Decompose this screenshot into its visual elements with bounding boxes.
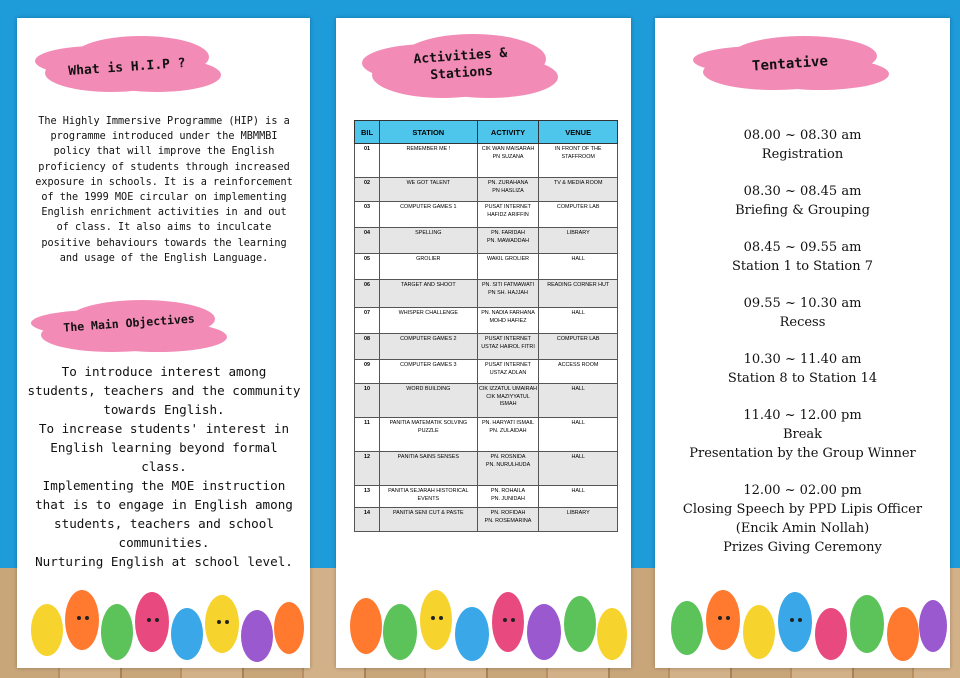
table-row	[355, 334, 618, 360]
cell-station: PANITIA MATEMATIK SOLVING PUZZLE	[380, 418, 478, 452]
objective-item: To increase students' interest in English learning beyond formal class.	[38, 421, 290, 474]
heading-line-2: Stations	[429, 63, 494, 84]
cell-activity: PN. FARIDAH PN. MAWADDAH	[477, 228, 539, 254]
cell-activity: CIK WAN MAISARAH PN SUZANA	[477, 144, 539, 178]
cell-activity: CIK IZZATUL UMAIRAH CIK MAZIYYATUL ISMAH	[477, 384, 539, 418]
cell-venue: HALL	[539, 418, 618, 452]
cell-activity: PN. ROHAILA PN. JUNIDAH	[477, 486, 539, 508]
table-row	[355, 178, 618, 202]
schedule-block	[665, 481, 940, 557]
cell-bil: 02	[355, 178, 380, 202]
cell-bil: 14	[355, 508, 380, 532]
schedule-description: Recess	[779, 315, 826, 330]
intro-text: The Highly Immersive Programme (HIP) is a programme introduced under the MBMMBI policy that will improve the English proficiency of students through increased exposure in schools. It is a reinforcement of the 1999 MOE circular on implementing English enrichment activities in and out of class. It also aims to inculcate positive behaviours towards the learning and usage of the English Language.	[35, 116, 293, 264]
cell-station: COMPUTER GAMES 1	[380, 202, 478, 228]
heading-line-1: Activities &	[413, 45, 508, 68]
cell-bil: 05	[355, 254, 380, 280]
column-header-station: STATION	[380, 121, 478, 144]
column-header-bil: BIL	[355, 121, 380, 144]
cell-bil: 01	[355, 144, 380, 178]
cell-venue: HALL	[539, 384, 618, 418]
schedule-time: 11.40 ~ 12.00 pm	[743, 408, 862, 423]
colorful-hands-illustration	[655, 560, 950, 668]
cell-station: TARGET AND SHOOT	[380, 280, 478, 308]
heading-what-is-hip: What is H.I.P ?	[67, 55, 187, 80]
cell-station: COMPUTER GAMES 2	[380, 334, 478, 360]
cell-station: WHISPER CHALLENGE	[380, 308, 478, 334]
table-row	[355, 384, 618, 418]
schedule-description: Presentation by the Group Winner	[689, 446, 916, 461]
cell-activity: PN. ROSNIDA PN. NURULHUDA	[477, 452, 539, 486]
column-header-venue: VENUE	[539, 121, 618, 144]
cell-venue: COMPUTER LAB	[539, 334, 618, 360]
cell-venue: HALL	[539, 254, 618, 280]
schedule-description: Break	[782, 427, 823, 442]
panel-tentative	[655, 18, 950, 668]
schedule-list	[665, 126, 940, 575]
cell-venue: TV & MEDIA ROOM	[539, 178, 618, 202]
cell-station: WE GOT TALENT	[380, 178, 478, 202]
objective-item: Nurturing English at school level.	[35, 554, 293, 569]
cell-bil: 13	[355, 486, 380, 508]
cell-activity: WAKIL GROLIER	[477, 254, 539, 280]
schedule-description: Prizes Giving Ceremony	[723, 540, 882, 555]
panel-activities-stations	[336, 18, 631, 668]
schedule-time: 12.00 ~ 02.00 pm	[743, 483, 862, 498]
table-row	[355, 452, 618, 486]
cell-bil: 03	[355, 202, 380, 228]
table-row	[355, 360, 618, 384]
cell-station: REMEMBER ME !	[380, 144, 478, 178]
schedule-description: Station 8 to Station 14	[727, 371, 878, 386]
table-row	[355, 486, 618, 508]
schedule-description: Registration	[761, 147, 844, 162]
cell-venue: HALL	[539, 452, 618, 486]
cell-venue: ACCESS ROOM	[539, 360, 618, 384]
table-row	[355, 418, 618, 452]
cell-activity: PUSAT INTERNET USTAZ ADLAN	[477, 360, 539, 384]
cell-station: WORD BUILDING	[380, 384, 478, 418]
cell-bil: 08	[355, 334, 380, 360]
objectives-list	[27, 362, 301, 571]
objective-item: To introduce interest among students, teachers and the community towards English.	[27, 364, 301, 417]
table-row	[355, 308, 618, 334]
schedule-time: 09.55 ~ 10.30 am	[743, 296, 862, 311]
cell-activity: PN. NADIA FARHANA MOHD HAFIEZ	[477, 308, 539, 334]
table-row	[355, 228, 618, 254]
colorful-hands-illustration	[336, 560, 631, 668]
panel-what-is-hip	[17, 18, 310, 668]
table-header-row	[355, 121, 618, 144]
cell-activity: PN. SITI FATMAWATI PN SH. HAJJAH	[477, 280, 539, 308]
cell-activity: PN. HARYATI ISMAIL PN. ZULAIDAH	[477, 418, 539, 452]
colorful-hands-illustration	[17, 560, 310, 668]
schedule-time: 08.45 ~ 09.55 am	[743, 240, 862, 255]
schedule-description: Closing Speech by PPD Lipis Officer	[682, 502, 923, 517]
stations-table	[354, 120, 618, 532]
cell-station: GROLIER	[380, 254, 478, 280]
heading-tentative: Tentative	[751, 53, 829, 75]
cell-venue: LIBRARY	[539, 228, 618, 254]
cell-bil: 11	[355, 418, 380, 452]
cell-bil: 12	[355, 452, 380, 486]
cell-station: PANITIA SENI CUT & PASTE	[380, 508, 478, 532]
schedule-block	[665, 126, 940, 164]
cell-bil: 09	[355, 360, 380, 384]
cell-bil: 07	[355, 308, 380, 334]
schedule-description: Station 1 to Station 7	[731, 259, 874, 274]
cell-activity: PN. ROFIDAH PN. ROSEMARINA	[477, 508, 539, 532]
schedule-time: 08.30 ~ 08.45 am	[743, 184, 862, 199]
cell-station: SPELLING	[380, 228, 478, 254]
cell-venue: IN FRONT OF THE STAFFROOM	[539, 144, 618, 178]
cell-station: PANITIA SEJARAH HISTORICAL EVENTS	[380, 486, 478, 508]
schedule-description: (Encik Amin Nollah)	[735, 521, 870, 536]
cell-bil: 06	[355, 280, 380, 308]
cell-venue: HALL	[539, 486, 618, 508]
cell-venue: HALL	[539, 308, 618, 334]
table-row	[355, 254, 618, 280]
schedule-block	[665, 350, 940, 388]
cell-activity: PUSAT INTERNET USTAZ HAIROL FITRI	[477, 334, 539, 360]
cell-station: COMPUTER GAMES 3	[380, 360, 478, 384]
schedule-time: 08.00 ~ 08.30 am	[743, 128, 862, 143]
schedule-block	[665, 182, 940, 220]
schedule-time: 10.30 ~ 11.40 am	[743, 352, 862, 367]
cell-activity: PUSAT INTERNET HAFIDZ ARIFFIN	[477, 202, 539, 228]
schedule-block	[665, 238, 940, 276]
heading-main-objectives: The Main Objectives	[62, 311, 196, 335]
table-row	[355, 202, 618, 228]
schedule-block	[665, 294, 940, 332]
objective-item: Implementing the MOE instruction that is to engage in English among students, teachers and school communities.	[35, 478, 293, 550]
cell-bil: 10	[355, 384, 380, 418]
cell-activity: PN. ZURAHANA PN HASLIZA	[477, 178, 539, 202]
table-row	[355, 280, 618, 308]
cell-station: PANITIA SAINS SENSES	[380, 452, 478, 486]
table-row	[355, 144, 618, 178]
column-header-activity: ACTIVITY	[477, 121, 539, 144]
schedule-description: Briefing & Grouping	[735, 203, 870, 218]
cell-venue: LIBRARY	[539, 508, 618, 532]
cell-bil: 04	[355, 228, 380, 254]
schedule-block	[665, 406, 940, 463]
cell-venue: COMPUTER LAB	[539, 202, 618, 228]
cell-venue: READING CORNER HUT	[539, 280, 618, 308]
table-row	[355, 508, 618, 532]
